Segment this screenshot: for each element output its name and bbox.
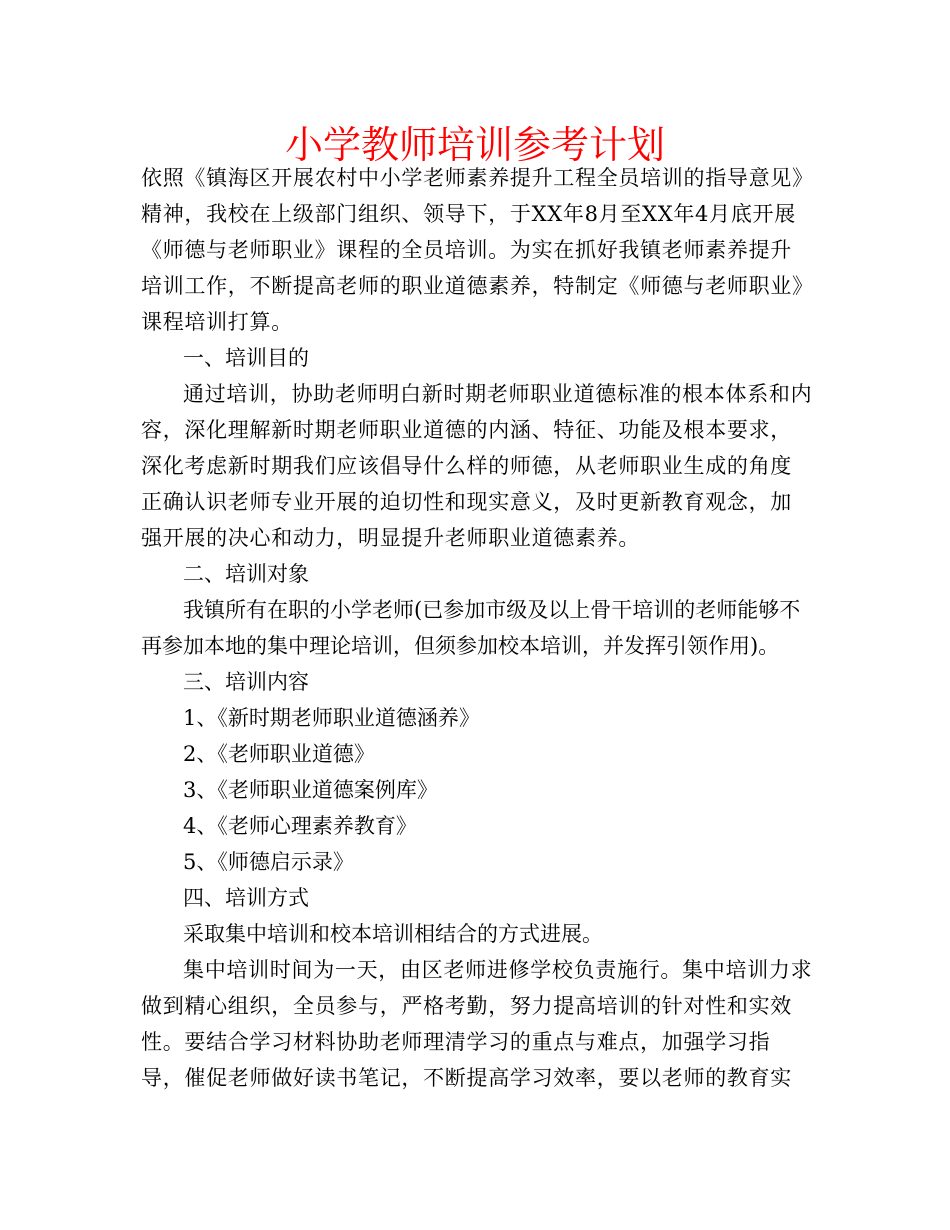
list-item: 2、《老师职业道德》 [183,742,375,766]
section-heading: 二、培训对象 [183,562,309,586]
list-item: 4、《老师心理素养教育》 [183,814,417,838]
section-paragraph: 集中培训时间为一天，由区老师进修学校负责施行。集中培训力求做到精心组织，全员参与，严格考勤，努力提高培训的针对性和实效性。要结合学习材料协助老师理清学习的重点与难点，加强学习指导，催促老师做好读书笔记，不断提高学习效率，要以老师的教育实 [141,958,813,1090]
section-paragraph: 采取集中培训和校本培训相结合的方式进展。 [183,922,603,946]
section-heading: 四、培训方式 [183,886,309,910]
section-heading: 一、培训目的 [183,346,309,370]
document-title: 小学教师培训参考计划 [284,123,665,167]
list-item: 3、《老师职业道德案例库》 [183,778,438,802]
intro-paragraph: 依照《镇海区开展农村中小学老师素养提升工程全员培训的指导意见》精神，我校在上级部门组织、领导下，于XX年8月至XX年4月底开展《师德与老师职业》课程的全员培训。为实在抓好我镇老师素养提升培训工作，不断提高老师的职业道德素养，特制定《师德与老师职业》课程培训打算。 [141,166,804,334]
list-item: 5、《师德启示录》 [183,850,354,874]
section-paragraph: 通过培训，协助老师明白新时期老师职业道德标准的根本体系和内容，深化理解新时期老师职业道德的内涵、特征、功能及根本要求，深化考虑新时期我们应该倡导什么样的师德，从老师职业生成的角度正确认识老师专业开展的迫切性和现实意义，及时更新教育观念，加强开展的决心和动力，明显提升老师职业道德素养。 [141,382,813,550]
section-paragraph: 我镇所有在职的小学老师(已参加市级及以上骨干培训的老师能够不再参加本地的集中理论培训，但须参加校本培训，并发挥引领作用)。 [141,598,801,658]
section-heading: 三、培训内容 [183,670,309,694]
list-item: 1、《新时期老师职业道德涵养》 [183,706,480,730]
document-body [141,160,813,1096]
